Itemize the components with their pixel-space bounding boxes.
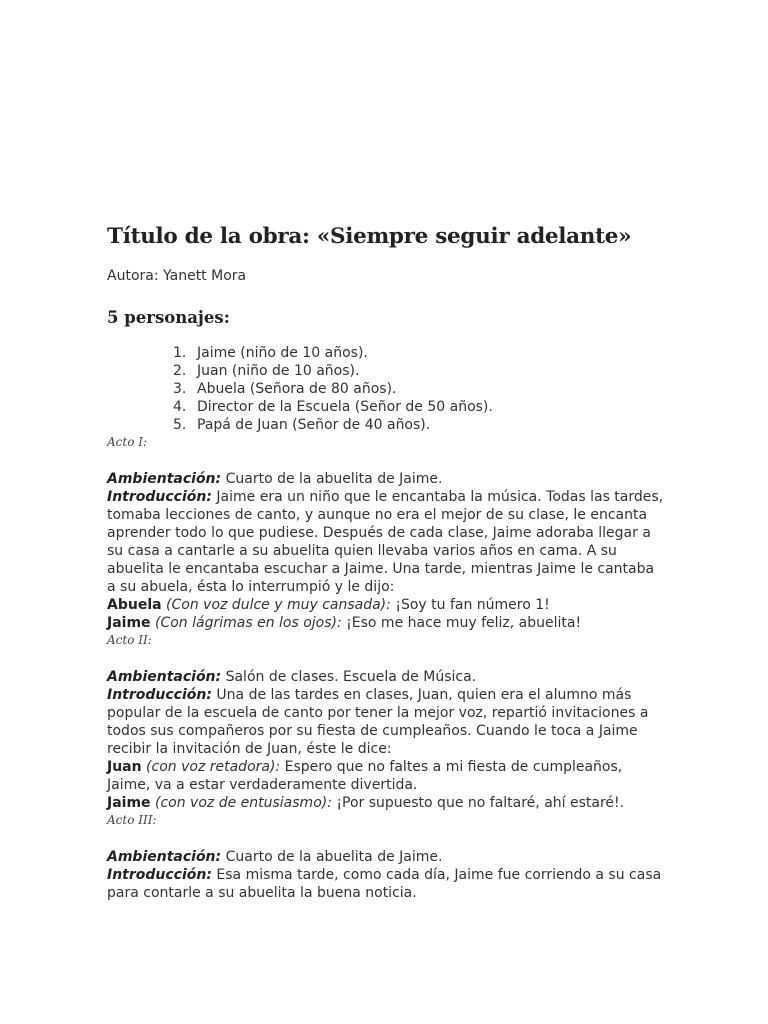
- act-1-dialogue-line: [107, 614, 667, 632]
- characters-heading: 5 personajes:: [107, 308, 230, 327]
- dialogue-text: ¡Soy tu fan número 1!: [390, 597, 550, 613]
- character-item: [173, 344, 667, 362]
- document-page: [107, 222, 667, 902]
- stage-direction: (Con voz dulce y muy cansada):: [161, 597, 391, 613]
- character-number: 4.: [173, 399, 187, 415]
- introduccion-text: Jaime era un niño que le encantaba la música. Todas las tardes, tomaba lecciones de canto, y aunque no era el mejor de su clase, le encanta aprender todo lo que pudiese. Después de cada clase, Jaime adoraba llegar a su casa a cantarle a su abuelita quien llevaba varios años en cama. A su abuelita le encantaba escuchar a Jaime. Una tarde, mientras Jaime le cantaba a su abuela, ésta lo interrumpió y le dijo:: [107, 489, 664, 595]
- act-2-dialogue-line: [107, 794, 667, 812]
- speaker-name: Abuela: [107, 597, 162, 613]
- play-title: Título de la obra: «Siempre seguir adelante»: [107, 224, 632, 249]
- dialogue-text: Espero que no faltes a mi fiesta de cumpleaños, Jaime, va a estar verdaderamente divertida.: [107, 759, 623, 793]
- introduccion-text: Una de las tardes en clases, Juan, quien era el alumno más popular de la escuela de canto por tener la mejor voz, repartió invitaciones a todos sus compañeros por su fiesta de cumpleaños. Cuando le toca a Jaime recibir la invitación de Juan, éste le dice:: [107, 687, 649, 757]
- character-text: Juan (niño de 10 años).: [197, 363, 360, 379]
- introduccion-label: Introducción:: [107, 867, 212, 883]
- ambientacion-label: Ambientación:: [107, 471, 222, 487]
- stage-direction: (con voz retadora):: [141, 759, 281, 775]
- dialogue-text: ¡Eso me hace muy feliz, abuelita!: [341, 615, 582, 631]
- act-2-section: [107, 668, 667, 812]
- character-item: [173, 416, 667, 434]
- ambientacion-text: Cuarto de la abuelita de Jaime.: [221, 849, 443, 865]
- dialogue-text: ¡Por supuesto que no faltaré, ahí estaré!.: [331, 795, 625, 811]
- stage-direction: (Con lágrimas en los ojos):: [150, 615, 342, 631]
- characters-list: [173, 344, 667, 434]
- character-text: Abuela (Señora de 80 años).: [197, 381, 397, 397]
- character-item: [173, 362, 667, 380]
- introduccion-text: Esa misma tarde, como cada día, Jaime fue corriendo a su casa para contarle a su abuelita la buena noticia.: [107, 867, 662, 901]
- ambientacion-label: Ambientación:: [107, 669, 222, 685]
- character-item: [173, 380, 667, 398]
- character-item: [173, 398, 667, 416]
- act-1-dialogue-line: [107, 596, 667, 614]
- ambientacion-text: Salón de clases. Escuela de Música.: [221, 669, 477, 685]
- character-text: Jaime (niño de 10 años).: [197, 345, 368, 361]
- act-1-ambientacion: [107, 470, 667, 488]
- act-3-introduccion: [107, 866, 667, 902]
- character-number: 3.: [173, 381, 187, 397]
- act-2-ambientacion: [107, 668, 667, 686]
- act-1-label: Acto I:: [107, 435, 148, 449]
- introduccion-label: Introducción:: [107, 687, 212, 703]
- stage-direction: (con voz de entusiasmo):: [150, 795, 332, 811]
- author-line: Autora: Yanett Mora: [107, 268, 247, 284]
- act-2-dialogue-line: [107, 758, 667, 794]
- act-2-label: Acto II:: [107, 633, 152, 647]
- ambientacion-label: Ambientación:: [107, 849, 222, 865]
- act-3-label: Acto III:: [107, 813, 157, 827]
- act-2-introduccion: [107, 686, 667, 758]
- speaker-name: Jaime: [107, 615, 151, 631]
- act-1-introduccion: [107, 488, 667, 596]
- speaker-name: Jaime: [107, 795, 151, 811]
- act-3-ambientacion: [107, 848, 667, 866]
- character-text: Director de la Escuela (Señor de 50 años).: [197, 399, 493, 415]
- ambientacion-text: Cuarto de la abuelita de Jaime.: [221, 471, 443, 487]
- character-text: Papá de Juan (Señor de 40 años).: [197, 417, 431, 433]
- speaker-name: Juan: [107, 759, 142, 775]
- act-1-section: [107, 470, 667, 632]
- character-number: 5.: [173, 417, 187, 433]
- introduccion-label: Introducción:: [107, 489, 212, 505]
- act-3-section: [107, 848, 667, 902]
- character-number: 1.: [173, 345, 187, 361]
- character-number: 2.: [173, 363, 187, 379]
